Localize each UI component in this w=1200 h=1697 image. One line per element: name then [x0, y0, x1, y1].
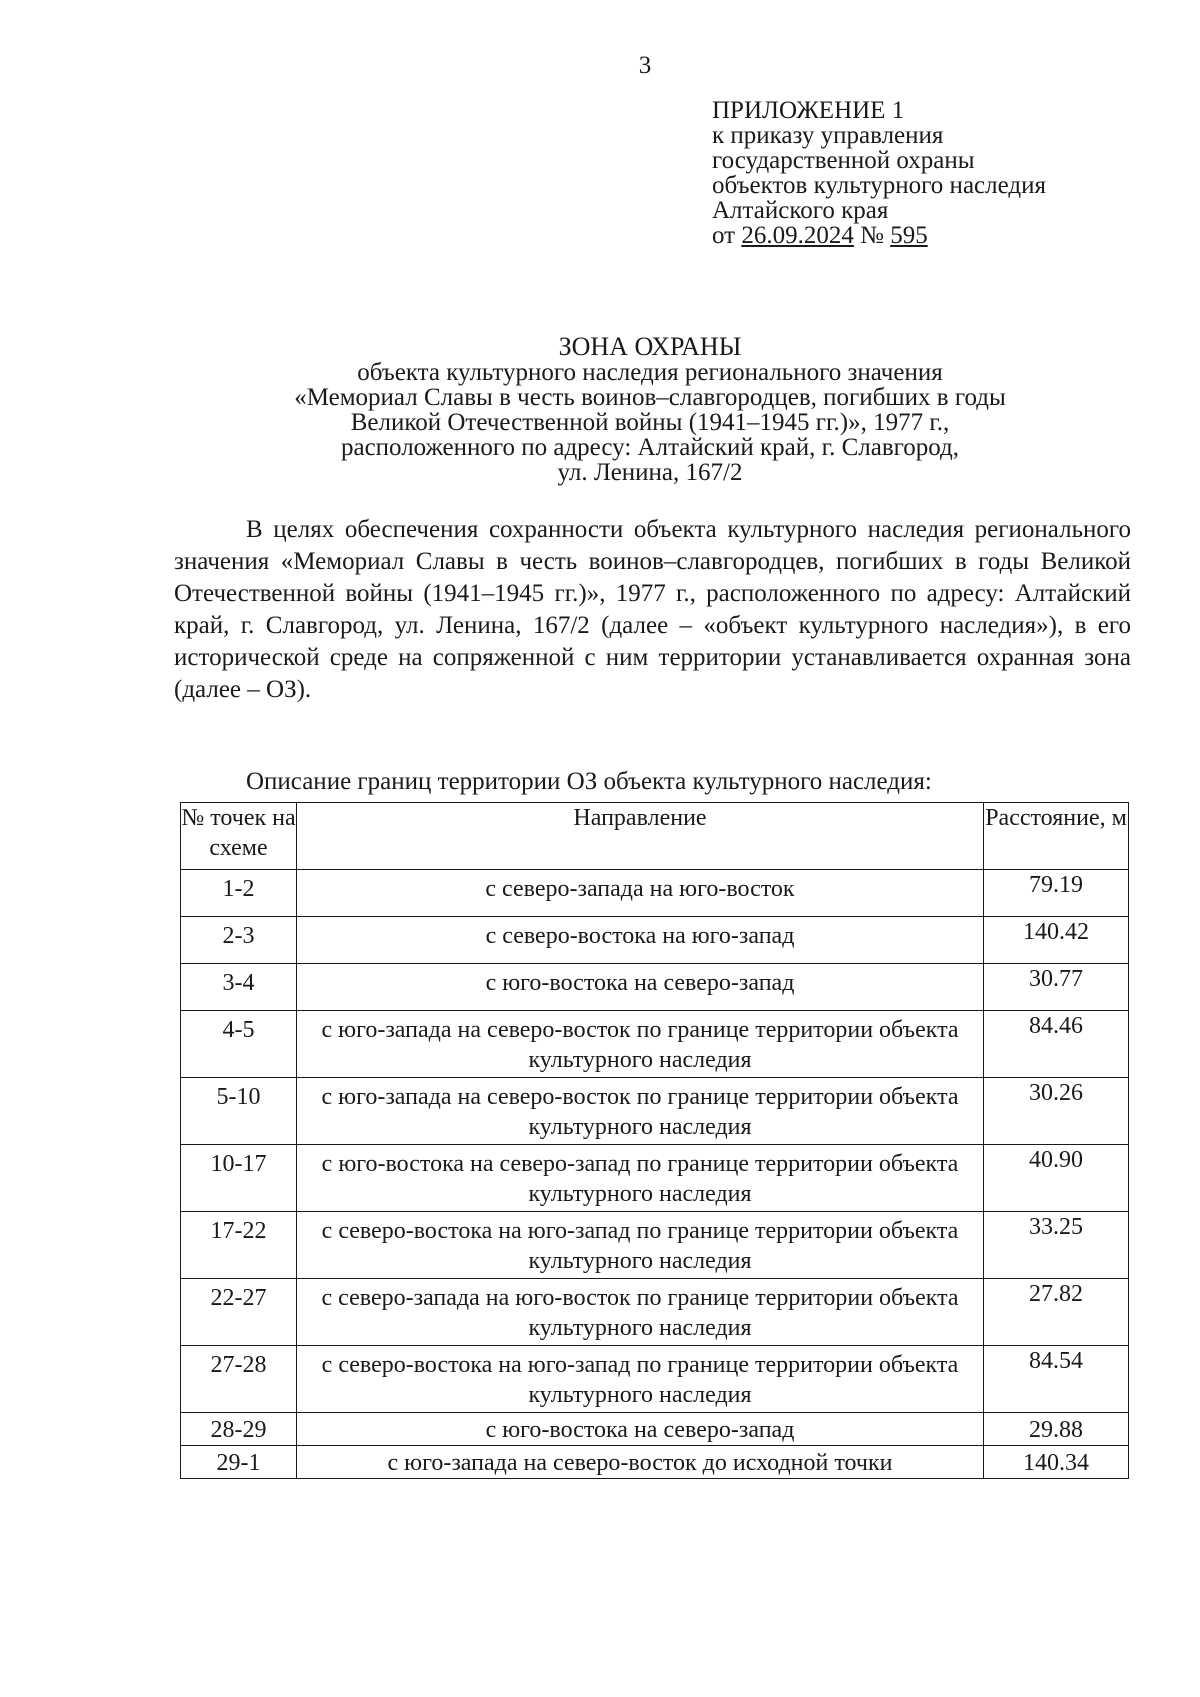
cell-distance: 79.19	[984, 870, 1129, 917]
heading-line: ул. Ленина, 167/2	[557, 459, 743, 486]
table-row	[181, 917, 1129, 964]
document-heading	[0, 334, 1200, 485]
number-prefix: №	[860, 222, 884, 249]
heading-line: Великой Отечественной войны (1941–1945 гг.)», 1977 г.,	[350, 409, 950, 436]
table-row	[181, 1279, 1129, 1346]
cell-distance: 30.26	[984, 1078, 1129, 1145]
appendix-line: государственной охраны	[712, 147, 975, 174]
cell-distance: 30.77	[984, 964, 1129, 1011]
cell-points: 28-29	[181, 1413, 297, 1446]
table-row	[181, 870, 1129, 917]
table-row	[181, 1011, 1129, 1078]
cell-direction: с юго-запада на северо-восток по границе территории объекта культурного наследия	[297, 1078, 984, 1145]
table-row	[181, 964, 1129, 1011]
appendix-block	[712, 98, 1046, 248]
header-points: № точек на схеме	[181, 803, 297, 870]
appendix-date-line	[712, 223, 1046, 248]
table-row	[181, 1346, 1129, 1413]
boundary-table	[180, 802, 1129, 1479]
cell-points: 4-5	[181, 1011, 297, 1078]
table-header-row	[181, 803, 1129, 870]
cell-points: 3-4	[181, 964, 297, 1011]
appendix-line: к приказу управления	[712, 122, 944, 149]
cell-points: 17-22	[181, 1212, 297, 1279]
cell-distance: 27.82	[984, 1279, 1129, 1346]
cell-points: 22-27	[181, 1279, 297, 1346]
date-prefix: от	[712, 222, 736, 249]
cell-distance: 140.34	[984, 1446, 1129, 1479]
heading-line: расположенного по адресу: Алтайский край, г. Славгород,	[340, 434, 960, 461]
cell-direction: с юго-запада на северо-восток по границе территории объекта культурного наследия	[297, 1011, 984, 1078]
cell-points: 5-10	[181, 1078, 297, 1145]
heading-line: объекта культурного наследия регионального значения	[357, 359, 943, 386]
appendix-line: объектов культурного наследия	[712, 172, 1046, 199]
cell-points: 29-1	[181, 1446, 297, 1479]
cell-direction: с северо-востока на юго-запад	[297, 917, 984, 964]
cell-distance: 33.25	[984, 1212, 1129, 1279]
heading-title: ЗОНА ОХРАНЫ	[558, 332, 742, 361]
cell-direction: с северо-востока на юго-запад по границе территории объекта культурного наследия	[297, 1346, 984, 1413]
cell-points: 27-28	[181, 1346, 297, 1413]
table-row	[181, 1078, 1129, 1145]
table-row	[181, 1145, 1129, 1212]
order-number: 595	[890, 222, 928, 249]
page-number: 3	[638, 52, 652, 79]
table-row	[181, 1446, 1129, 1479]
header-distance: Расстояние, м	[984, 803, 1129, 870]
cell-distance: 140.42	[984, 917, 1129, 964]
order-date: 26.09.2024	[741, 222, 854, 249]
cell-direction: с юго-востока на северо-запад	[297, 964, 984, 1011]
appendix-title: ПРИЛОЖЕНИЕ 1	[712, 97, 905, 124]
header-direction: Направление	[297, 803, 984, 870]
cell-direction: с северо-запада на юго-восток	[297, 870, 984, 917]
cell-points: 1-2	[181, 870, 297, 917]
cell-distance: 84.46	[984, 1011, 1129, 1078]
cell-direction: с северо-запада на юго-восток по границе территории объекта культурного наследия	[297, 1279, 984, 1346]
cell-distance: 40.90	[984, 1145, 1129, 1212]
cell-distance: 84.54	[984, 1346, 1129, 1413]
cell-direction: с северо-востока на юго-запад по границе территории объекта культурного наследия	[297, 1212, 984, 1279]
cell-direction: с юго-запада на северо-восток до исходной точки	[297, 1446, 984, 1479]
appendix-line: Алтайского края	[712, 197, 889, 224]
cell-points: 2-3	[181, 917, 297, 964]
table-caption: Описание границ территории ОЗ объекта культурного наследия:	[246, 768, 932, 795]
cell-direction: с юго-востока на северо-запад	[297, 1413, 984, 1446]
heading-line: «Мемориал Славы в честь воинов–славгородцев, погибших в годы	[294, 384, 1006, 411]
table-row	[181, 1413, 1129, 1446]
intro-paragraph: В целях обеспечения сохранности объекта культурного наследия регионального значения «Мемориал Славы в честь воинов–славгородцев, погибших в годы Великой Отечественной войны (1941–1945 гг.)», 1977 г., расположенного по адресу: Алтайский край, г. Славгород, ул. Ленина, 167/2 (далее – «объект культурного наследия»), в его исторической среде на сопряженной с ним территории устанавливается охранная зона (далее – ОЗ).	[174, 516, 1131, 703]
cell-points: 10-17	[181, 1145, 297, 1212]
table-row	[181, 1212, 1129, 1279]
cell-direction: с юго-востока на северо-запад по границе территории объекта культурного наследия	[297, 1145, 984, 1212]
cell-distance: 29.88	[984, 1413, 1129, 1446]
